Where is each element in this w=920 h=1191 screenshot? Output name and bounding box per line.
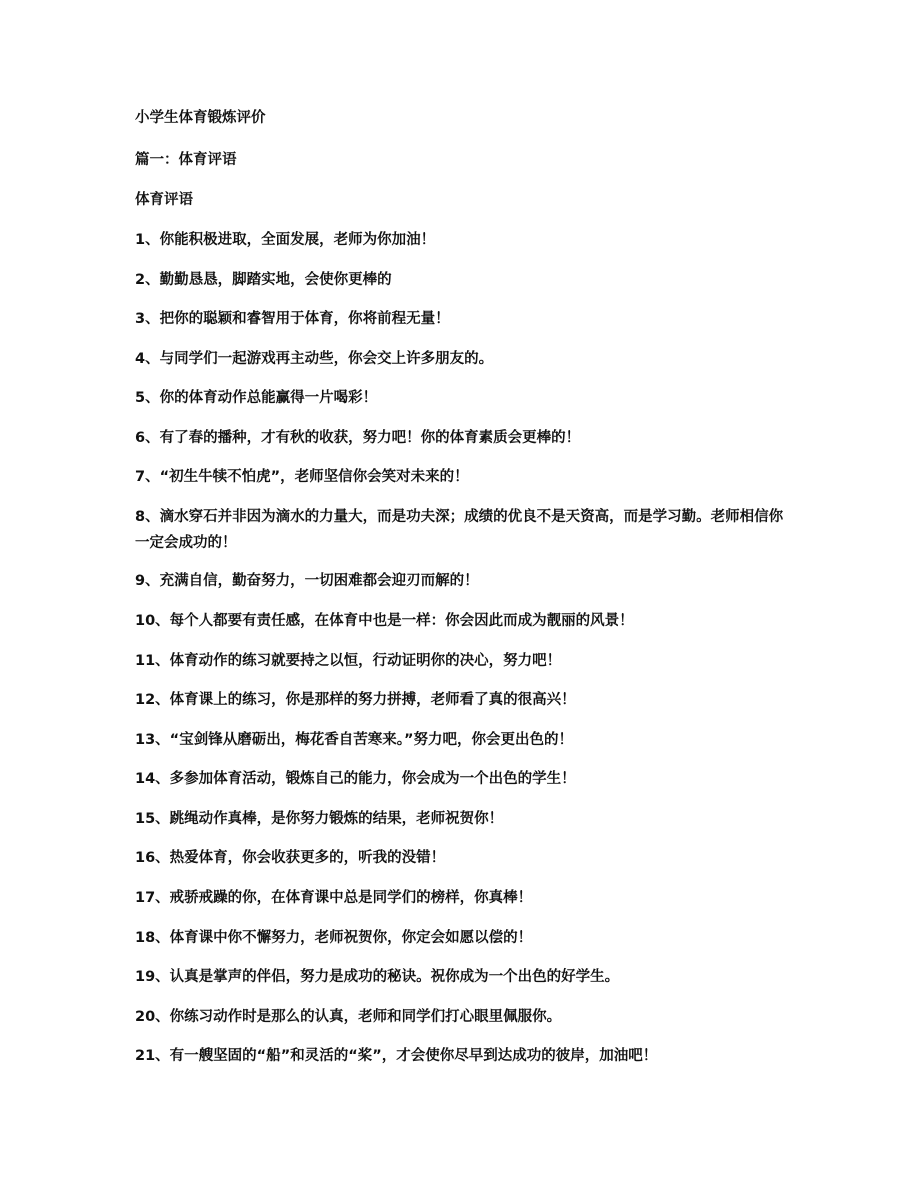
- list-item: 5、你的体育动作总能赢得一片喝彩！: [135, 390, 378, 406]
- list-item: 14、多参加体育活动，锻炼自己的能力，你会成为一个出色的学生！: [135, 771, 576, 787]
- list-item: 1、你能积极进取，全面发展，老师为你加油！: [135, 232, 436, 248]
- list-item: 16、热爱体育，你会收获更多的，听我的没错！: [135, 850, 446, 866]
- list-item: 8、滴水穿石并非因为滴水的力量大，而是功夫深；成绩的优良不是天资高，而是学习勤。老师相信你一定会成功的！: [135, 509, 784, 551]
- list-item: 19、认真是掌声的伴侣，努力是成功的秘诀。祝你成为一个出色的好学生。: [135, 969, 620, 985]
- list-item: 17、戒骄戒躁的你，在体育课中总是同学们的榜样，你真棒！: [135, 890, 533, 906]
- list-item: 10、每个人都要有责任感，在体育中也是一样：你会因此而成为靓丽的风景！: [135, 613, 634, 629]
- list-item: 2、勤勤恳恳，脚踏实地，会使你更棒的: [135, 272, 392, 288]
- list-item: 12、体育课上的练习，你是那样的努力拼搏，老师看了真的很高兴！: [135, 692, 576, 708]
- list-item: 11、体育动作的练习就要持之以恒，行动证明你的决心，努力吧！: [135, 653, 562, 669]
- list-item: 3、把你的聪颖和睿智用于体育，你将前程无量！: [135, 311, 450, 327]
- section-heading: 篇一：体育评语: [135, 152, 237, 168]
- list-item: 7、“初生牛犊不怕虎”，老师坚信你会笑对未来的！: [135, 469, 469, 485]
- list-item: 21、有一艘坚固的“船”和灵活的“桨”，才会使你尽早到达成功的彼岸，加油吧！: [135, 1048, 658, 1064]
- list-item: 20、你练习动作时是那么的认真，老师和同学们打心眼里佩服你。: [135, 1009, 562, 1025]
- list-item: 4、与同学们一起游戏再主动些，你会交上许多朋友的。: [135, 351, 494, 367]
- list-item: 18、体育课中你不懈努力，老师祝贺你，你定会如愿以偿的！: [135, 930, 533, 946]
- list-item: 9、充满自信，勤奋努力，一切困难都会迎刃而解的！: [135, 573, 479, 589]
- document-title: 小学生体育锻炼评价: [135, 110, 266, 126]
- list-item: 15、跳绳动作真棒，是你努力锻炼的结果，老师祝贺你！: [135, 811, 504, 827]
- list-item: 13、“宝剑锋从磨砺出，梅花香自苦寒来。”努力吧，你会更出色的！: [135, 732, 573, 748]
- subheading: 体育评语: [135, 192, 193, 208]
- list-item: 6、有了春的播种，才有秋的收获，努力吧！你的体育素质会更棒的！: [135, 430, 581, 446]
